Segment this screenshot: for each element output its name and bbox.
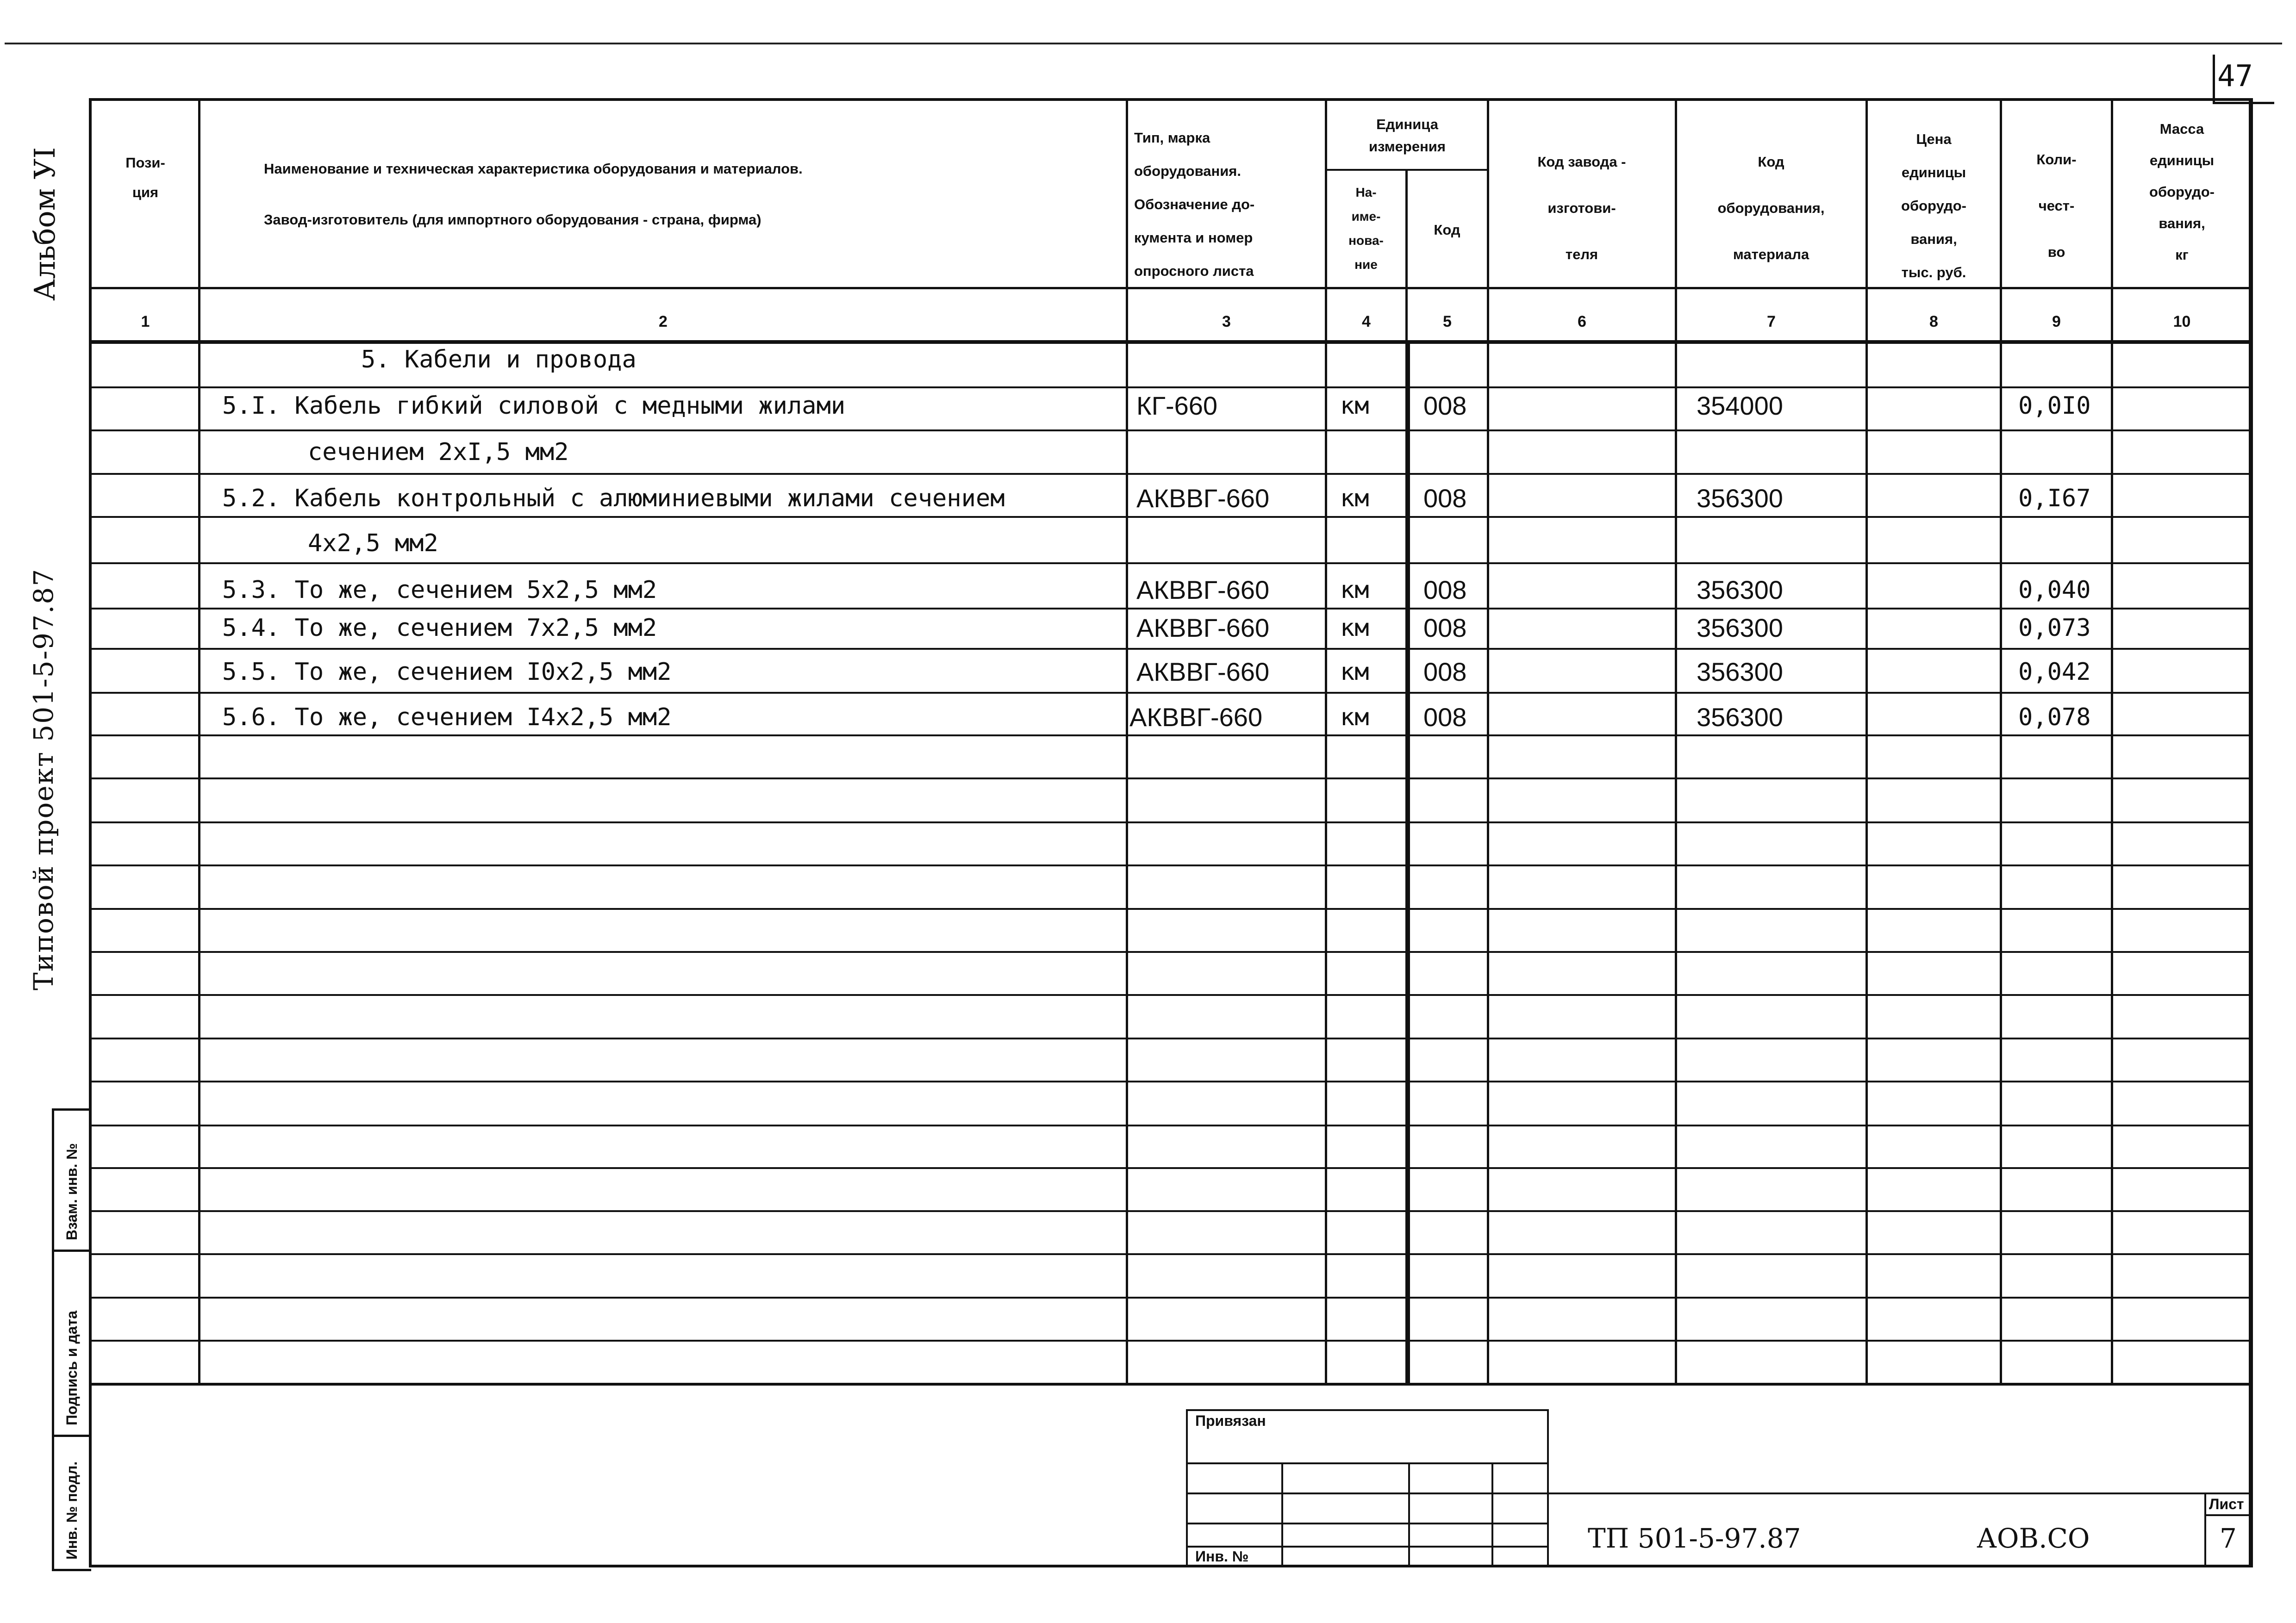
hdr-price-line: тыс. руб.: [1901, 264, 1966, 280]
hdr-mass-line: вания,: [2159, 215, 2205, 231]
row-line: [89, 908, 2252, 910]
hdr-plant-line: Код завода -: [1537, 154, 1626, 170]
row-unit: км: [1340, 576, 1369, 604]
corner-sheet-number: 47: [2217, 59, 2253, 93]
col-line: [2251, 98, 2253, 1567]
hdr-pos-line: Пози-: [125, 155, 165, 171]
row-line: [89, 516, 2252, 518]
col-line: [1675, 98, 1677, 1385]
row-line: [89, 1081, 2252, 1082]
row-line: [89, 821, 2252, 823]
stamp-label-signature: Подпись и дата: [63, 1311, 80, 1425]
hdr-type-line: опросного листа: [1134, 263, 1254, 279]
colnum-1: 1: [141, 313, 150, 330]
row-name: 5.4. То же, сечением 7х2,5 мм2: [222, 614, 657, 642]
row-line: [89, 1340, 2252, 1342]
row-type: КГ-660: [1136, 391, 1218, 420]
top-rule: [5, 43, 2282, 44]
sheet-label: Лист: [2209, 1496, 2244, 1512]
col-line: [1866, 98, 1868, 1385]
colnum-5: 5: [1443, 313, 1452, 330]
hdr-plant-code: [1489, 139, 1674, 278]
row-equip-code: 354000: [1697, 391, 1783, 420]
row-unit-code: 008: [1423, 575, 1467, 604]
row-name: 4х2,5 мм2: [308, 529, 438, 557]
hdr-unit-name-line: На-: [1355, 185, 1377, 199]
hdr-qty-line: во: [2047, 244, 2065, 260]
row-line: [89, 473, 2252, 475]
inv-label: Инв. №: [1195, 1548, 1249, 1565]
sheet-code: АОВ.СО: [1977, 1523, 2090, 1554]
row-line: [89, 692, 2252, 694]
hdr-unit-line: Единица: [1376, 116, 1438, 132]
hdr-price: [1868, 123, 2000, 289]
stamp-cell-signature: [54, 1250, 91, 1437]
row-name: 5.I. Кабель гибкий силовой с медными жилами: [222, 392, 846, 420]
colnum-6: 6: [1578, 313, 1586, 330]
binding-grid-col: [1281, 1462, 1283, 1567]
stamp-label-original: Инв. № подл.: [63, 1461, 80, 1560]
row-name: 5.6. То же, сечением I4х2,5 мм2: [222, 703, 672, 731]
stamp-label-replace: Взам. инв. №: [63, 1143, 80, 1240]
row-qty: 0,0I0: [2018, 392, 2091, 420]
col-line: [1405, 342, 1410, 1385]
sheet-cell-divider: [2204, 1492, 2206, 1567]
col-line: [198, 98, 200, 1385]
binding-grid-col: [1408, 1462, 1410, 1567]
sheet-cell-line: [2204, 1514, 2252, 1516]
hdr-type-line: Тип, марка: [1134, 130, 1210, 146]
stamp-cell-replace: [54, 1111, 91, 1252]
hdr-equip-line: оборудования,: [1717, 200, 1825, 216]
row-line: [89, 1297, 2252, 1299]
hdr-unit-line: измерения: [1369, 138, 1446, 155]
row-name: 5. Кабели и провода: [361, 346, 636, 373]
title-block-top-line: [1549, 1492, 2252, 1494]
hdr-unit-code: Код: [1434, 222, 1460, 238]
row-unit: км: [1340, 614, 1369, 642]
row-equip-code: 356300: [1697, 484, 1783, 513]
hdr-name: [259, 143, 1120, 245]
hdr-equip-line: материала: [1733, 246, 1809, 262]
row-qty: 0,078: [2018, 703, 2091, 731]
row-unit: км: [1340, 703, 1369, 731]
hdr-pos-line: ция: [132, 184, 159, 200]
col-line: [1325, 98, 1327, 1385]
binding-grid-col: [1491, 1462, 1493, 1567]
col-line: [2000, 98, 2002, 1385]
row-name: 5.3. То же, сечением 5х2,5 мм2: [222, 576, 657, 604]
row-line: [89, 994, 2252, 996]
row-qty: 0,I67: [2018, 485, 2091, 512]
hdr-price-line: вания,: [1910, 231, 1957, 247]
hdr-price-line: Цена: [1916, 131, 1952, 147]
colnum-4: 4: [1362, 313, 1371, 330]
colnum-2: 2: [659, 313, 668, 330]
hdr-unit-name: [1327, 180, 1405, 277]
hdr-mass-line: оборудо-: [2149, 184, 2215, 200]
colnum-7: 7: [1767, 313, 1776, 330]
hdr-mass-line: единицы: [2149, 152, 2215, 168]
table-bottom-line: [89, 1383, 2252, 1386]
sheet-number: 7: [2220, 1523, 2237, 1554]
hdr-name-line: Наименование и техническая характеристика оборудования и материалов.: [264, 161, 803, 177]
row-type: АКВВГ-660: [1136, 575, 1270, 604]
row-line: [89, 429, 2252, 431]
row-unit-code: 008: [1423, 703, 1467, 732]
row-equip-code: 356300: [1697, 575, 1783, 604]
hdr-name-line: Завод-изготовитель (для импортного оборудования - страна, фирма): [264, 211, 761, 228]
binding-grid-line: [1186, 1523, 1549, 1524]
row-line: [89, 1125, 2252, 1126]
hdr-unit: [1328, 113, 1487, 158]
row-name: 5.5. То же, сечением I0х2,5 мм2: [222, 658, 672, 686]
hdr-type-line: кумента и номер: [1134, 230, 1253, 246]
row-line: [89, 1167, 2252, 1169]
approval-stamp-strip: [52, 1108, 91, 1571]
hdr-mass: [2113, 113, 2251, 271]
hdr-qty-line: Коли-: [2036, 151, 2077, 168]
row-line: [89, 734, 2252, 736]
row-line: [89, 1210, 2252, 1212]
row-unit: км: [1340, 658, 1369, 686]
hdr-type-line: Обозначение до-: [1134, 196, 1255, 212]
col-line: [2111, 98, 2113, 1385]
row-line: [89, 562, 2252, 564]
row-equip-code: 356300: [1697, 703, 1783, 732]
row-unit-code: 008: [1423, 484, 1467, 513]
row-unit: км: [1340, 485, 1369, 512]
row-equip-code: 356300: [1697, 613, 1783, 642]
hdr-type-line: оборудования.: [1134, 163, 1242, 179]
document-code: ТП 501-5-97.87: [1588, 1523, 1801, 1554]
row-line: [89, 648, 2252, 650]
hdr-unit-name-line: име-: [1351, 209, 1381, 224]
hdr-qty: [2002, 137, 2111, 275]
hdr-plant-line: изготови-: [1547, 200, 1616, 216]
row-qty: 0,073: [2018, 614, 2091, 642]
hdr-price-line: оборудо-: [1901, 198, 1966, 214]
row-name: 5.2. Кабель контрольный с алюминиевыми жилами сечением: [222, 485, 1005, 512]
hdr-unit-name-line: нова-: [1348, 233, 1384, 248]
hdr-equip-code: [1677, 139, 1865, 278]
hdr-equip-line: Код: [1758, 154, 1784, 170]
row-line: [89, 777, 2252, 779]
row-type: АКВВГ-660: [1136, 613, 1270, 642]
row-type: АКВВГ-660: [1136, 657, 1270, 686]
hdr-mass-line: Масса: [2159, 121, 2204, 137]
row-line: [89, 951, 2252, 953]
colnum-10: 10: [2173, 313, 2191, 330]
bound-label: Привязан: [1195, 1412, 1266, 1429]
row-type: АКВВГ-660: [1129, 703, 1263, 732]
row-type: АКВВГ-660: [1136, 484, 1270, 513]
row-qty: 0,040: [2018, 576, 2091, 604]
hdr-unit-name-line: ние: [1354, 257, 1378, 272]
colnum-3: 3: [1222, 313, 1231, 330]
colnum-bottom-line: [89, 340, 2252, 344]
stamp-cell-original: [54, 1435, 91, 1569]
colnum-9: 9: [2052, 313, 2061, 330]
hdr-type: [1129, 121, 1324, 288]
unit-divider: [1325, 169, 1487, 171]
row-name: сечением 2хI,5 мм2: [308, 438, 569, 466]
col-line: [1126, 98, 1128, 1385]
album-caption: Альбом УI: [28, 147, 62, 301]
hdr-pos: [93, 148, 198, 207]
row-qty: 0,042: [2018, 658, 2091, 686]
project-caption: Типовой проект 501-5-97.87: [28, 568, 59, 990]
col-line: [1487, 98, 1489, 1385]
colnum-8: 8: [1929, 313, 1938, 330]
row-line: [89, 1038, 2252, 1039]
hdr-mass-line: кг: [2175, 247, 2189, 263]
row-line: [89, 1253, 2252, 1255]
row-unit-code: 008: [1423, 391, 1467, 420]
binding-grid-line: [1186, 1546, 1549, 1548]
row-line: [89, 386, 2252, 388]
hdr-plant-line: теля: [1565, 246, 1598, 262]
row-unit-code: 008: [1423, 613, 1467, 642]
hdr-price-line: единицы: [1901, 164, 1966, 180]
row-unit: км: [1340, 392, 1369, 420]
row-equip-code: 356300: [1697, 657, 1783, 686]
row-line: [89, 608, 2252, 609]
row-unit-code: 008: [1423, 657, 1467, 686]
hdr-qty-line: чест-: [2038, 198, 2075, 214]
binding-grid-line: [1186, 1492, 1549, 1494]
row-line: [89, 864, 2252, 866]
